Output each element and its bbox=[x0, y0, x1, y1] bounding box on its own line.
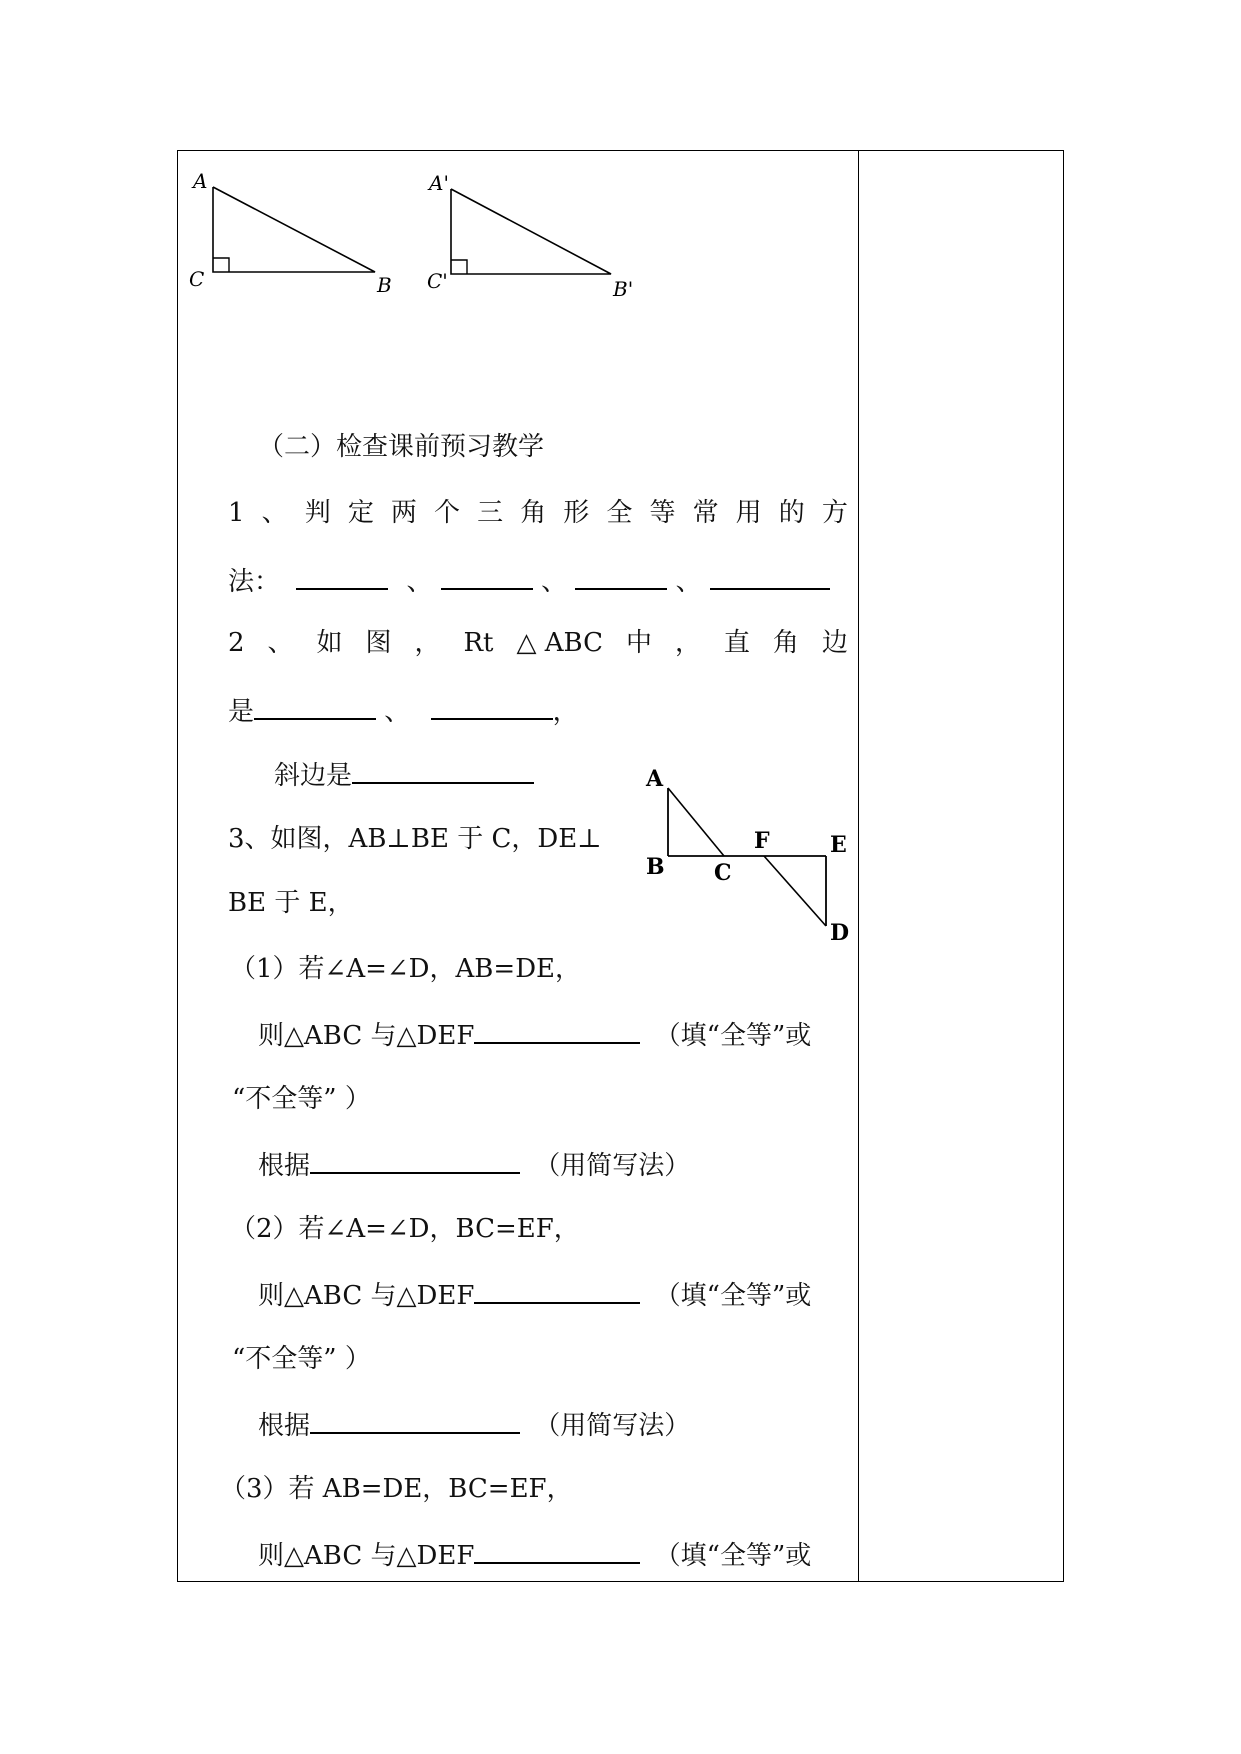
q3-part2-condition: （2）若∠A=∠D，BC=EF， bbox=[230, 1214, 580, 1244]
blank-method-4[interactable] bbox=[710, 562, 830, 590]
q3-part3-then: 则△ABC 与△DEF （填“全等”或 bbox=[258, 1536, 811, 1573]
blank-leg-2[interactable] bbox=[431, 692, 553, 720]
label-f: F bbox=[754, 828, 770, 854]
triangle-abc bbox=[189, 169, 392, 297]
q3-part1-basis: 根据 （用简写法） bbox=[258, 1146, 690, 1183]
q1-line2: 法： 、 、 、 bbox=[228, 562, 830, 599]
blank-basis-1[interactable] bbox=[310, 1146, 520, 1174]
blank-method-1[interactable] bbox=[296, 562, 388, 590]
label-c: C bbox=[189, 267, 205, 291]
q2-line3: 斜边是 bbox=[274, 756, 534, 793]
blank-congruent-1[interactable] bbox=[474, 1016, 640, 1044]
label-a: A bbox=[193, 169, 208, 193]
label-b: B bbox=[377, 273, 392, 297]
q3-part1-then: 则△ABC 与△DEF （填“全等”或 bbox=[258, 1016, 811, 1053]
label-c: C bbox=[714, 860, 732, 886]
q2-line1: 2 、 如 图 ， Rt △ ABC 中 ， 直 角 边 bbox=[228, 628, 848, 658]
figure-q3 bbox=[640, 760, 860, 960]
q1-line1: 1 、 判 定 两 个 三 角 形 全 等 常 用 的 方 bbox=[228, 498, 848, 528]
label-c-prime: C' bbox=[427, 269, 448, 293]
q3-part2-then: 则△ABC 与△DEF （填“全等”或 bbox=[258, 1276, 811, 1313]
label-b: B bbox=[646, 854, 665, 880]
blank-basis-2[interactable] bbox=[310, 1406, 520, 1434]
blank-congruent-3[interactable] bbox=[474, 1536, 640, 1564]
blank-leg-1[interactable] bbox=[254, 692, 376, 720]
q3-part3-condition: （3）若 AB=DE，BC=EF， bbox=[220, 1474, 573, 1504]
label-a: A bbox=[646, 766, 664, 792]
blank-congruent-2[interactable] bbox=[474, 1276, 640, 1304]
blank-method-2[interactable] bbox=[441, 562, 533, 590]
label-e: E bbox=[830, 832, 847, 858]
label-b-prime: B' bbox=[613, 277, 634, 301]
q3-part1-fill2: “不全等” ） bbox=[232, 1084, 371, 1114]
label-d: D bbox=[830, 920, 850, 946]
triangle-a1b1c1 bbox=[427, 171, 633, 301]
blank-method-3[interactable] bbox=[575, 562, 667, 590]
q3-line2: BE 于 E， bbox=[228, 888, 354, 918]
q3-part1-condition: （1）若∠A=∠D，AB=DE， bbox=[230, 954, 582, 984]
q3-part2-basis: 根据 （用简写法） bbox=[258, 1406, 690, 1443]
label-a-prime: A' bbox=[429, 171, 449, 195]
q2-line2: 是 、 ， bbox=[228, 692, 579, 729]
section-title: （二）检查课前预习教学 bbox=[258, 432, 545, 462]
blank-hypotenuse[interactable] bbox=[352, 756, 534, 784]
q3-line1: 3、如图，AB⊥BE 于 C，DE⊥ bbox=[228, 824, 602, 854]
q3-part2-fill2: “不全等” ） bbox=[232, 1344, 371, 1374]
figure-right-triangles bbox=[185, 160, 665, 300]
